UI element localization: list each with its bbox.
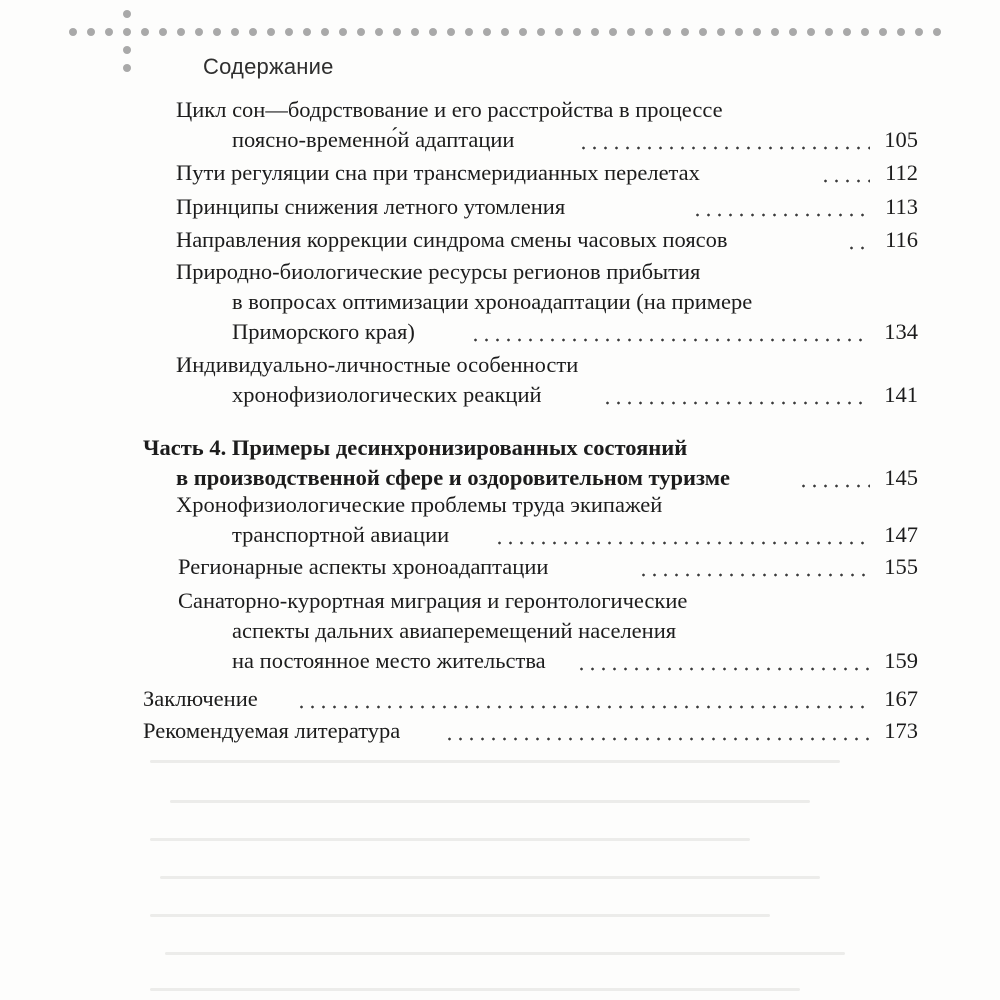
toc-entry-title: на постоянное место жительства [232, 648, 546, 673]
toc-entry-line [0, 158, 1000, 188]
toc-entry-title: транспортной авиации [232, 522, 450, 547]
show-through-line [150, 760, 840, 763]
show-through-line [165, 952, 845, 955]
toc-entry-line [0, 192, 1000, 222]
page-number: 145 [884, 465, 918, 490]
dot-leader [444, 716, 870, 746]
show-through-line [160, 876, 820, 879]
dot-leader [602, 380, 870, 410]
dot-leader [578, 125, 870, 155]
page-number: 173 [884, 718, 918, 743]
toc-entry-title: в вопросах оптимизации хроноадаптации (на примере [232, 289, 753, 314]
toc-entry-title: Принципы снижения летного утомления [176, 194, 566, 219]
show-through-line [150, 838, 750, 841]
toc-part-line [0, 463, 1000, 493]
dot-leader [798, 463, 870, 493]
toc-entry-title: Направления коррекции синдрома смены часовых поясов [176, 227, 728, 252]
page-number: 112 [885, 160, 918, 185]
page-number: 147 [884, 522, 918, 547]
toc-entry-line [0, 646, 1000, 676]
dot-leader [638, 552, 870, 582]
toc-entry-line [0, 287, 1000, 317]
dot-leader [692, 192, 870, 222]
toc-entry-title: Санаторно-курортная миграция и геронтологические [178, 588, 688, 613]
toc-entry-line [0, 716, 1000, 746]
toc-entry-line [0, 684, 1000, 714]
toc-entry-line [0, 225, 1000, 255]
toc-part-line [0, 433, 1000, 463]
toc-entry-line [0, 490, 1000, 520]
toc-entry-line [0, 520, 1000, 550]
page-number: 113 [885, 194, 918, 219]
page-number: 116 [885, 227, 918, 252]
dot-leader [820, 158, 870, 188]
dot-leader [576, 646, 870, 676]
page-number: 159 [884, 648, 918, 673]
toc-entry-title: Заключение [143, 686, 258, 711]
show-through-line [150, 988, 800, 991]
toc-entry-title: хронофизиологических реакций [232, 382, 542, 407]
toc-entry-title: Индивидуально-личностные особенности [176, 352, 579, 377]
toc-entry-line [0, 380, 1000, 410]
toc-entry-title: Приморского края) [232, 319, 415, 344]
toc-entry-line [0, 317, 1000, 347]
running-head: Содержание [203, 54, 334, 79]
show-through-line [150, 914, 770, 917]
toc-entry-title: аспекты дальних авиаперемещений населения [232, 618, 677, 643]
page-number: 141 [884, 382, 918, 407]
toc-entry-line [0, 350, 1000, 380]
toc-part-title: Часть 4. Примеры десинхронизированных состояний [143, 435, 688, 460]
toc-entry-line [0, 257, 1000, 287]
dot-leader [846, 225, 870, 255]
toc-entry-line [0, 586, 1000, 616]
dotted-ornament [0, 0, 1000, 80]
toc-part-title: в производственной сфере и оздоровительном туризме [176, 465, 731, 490]
page-number: 134 [884, 319, 918, 344]
toc-entry-title: Рекомендуемая литература [143, 718, 401, 743]
toc-entry-title: поясно-временно́й адаптации [232, 127, 515, 152]
dot-leader [494, 520, 870, 550]
toc-entry-title: Пути регуляции сна при трансмеридианных перелетах [176, 160, 700, 185]
page-number: 105 [884, 127, 918, 152]
dot-leader [470, 317, 870, 347]
toc-entry-title: Цикл сон—бодрствование и его расстройства в процессе [176, 97, 723, 122]
toc-entry-line [0, 616, 1000, 646]
toc-entry-line [0, 95, 1000, 125]
page-number: 167 [884, 686, 918, 711]
toc-entry-line [0, 125, 1000, 155]
show-through-line [170, 800, 810, 803]
toc-entry-line [0, 552, 1000, 582]
toc-entry-title: Хронофизиологические проблемы труда экипажей [176, 492, 663, 517]
toc-entry-title: Регионарные аспекты хроноадаптации [178, 554, 549, 579]
page-number: 155 [884, 554, 918, 579]
dot-leader [296, 684, 870, 714]
toc-entry-title: Природно-биологические ресурсы регионов прибытия [176, 259, 701, 284]
